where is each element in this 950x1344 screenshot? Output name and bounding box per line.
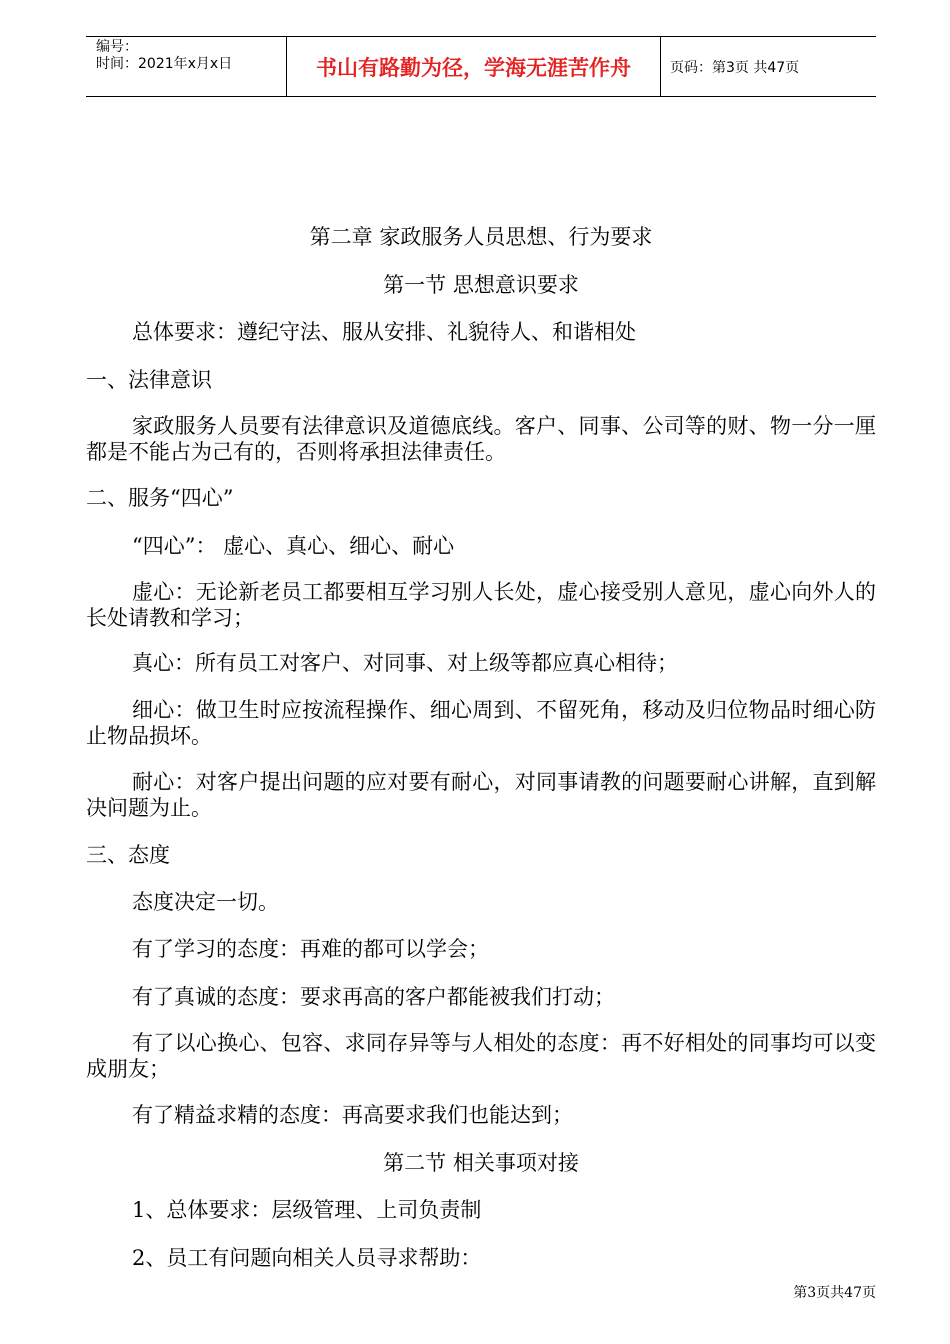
number-label: 编号： bbox=[96, 39, 138, 55]
attitude-line-2: 有了学习的态度：再难的都可以学会； bbox=[132, 937, 489, 961]
heading-four-hearts: 二、服务“四心” bbox=[86, 486, 234, 510]
header-page-info: 页码：第3页 共47页 bbox=[670, 59, 800, 76]
attitude-line-3: 有了真诚的态度：要求再高的客户都能被我们打动； bbox=[132, 985, 615, 1009]
four-hearts-list: “四心”： 虚心、真心、细心、耐心 bbox=[132, 534, 455, 558]
paragraph-patient: 耐心：对客户提出问题的应对要有耐心，对同事请教的问题要耐心讲解，直到解决问题为止。 bbox=[86, 770, 876, 820]
attitude-line-4: 有了以心换心、包容、求同存异等与人相处的态度：再不好相处的同事均可以变成朋友； bbox=[86, 1031, 876, 1081]
item-1: 1、总体要求：层级管理、上司负责制 bbox=[132, 1198, 482, 1222]
time-label: 时间：2021年x月x日 bbox=[96, 56, 233, 72]
document-header bbox=[86, 36, 876, 97]
heading-law: 一、法律意识 bbox=[86, 368, 212, 392]
paragraph-careful: 细心：做卫生时应按流程操作、细心周到、不留死角，移动及归位物品时细心防止物品损坏。 bbox=[86, 698, 876, 748]
paragraph-humble: 虚心：无论新老员工都要相互学习别人长处，虚心接受别人意见，虚心向外人的长处请教和学习； bbox=[86, 580, 876, 630]
attitude-line-1: 态度决定一切。 bbox=[132, 890, 279, 914]
attitude-line-5: 有了精益求精的态度：再高要求我们也能达到； bbox=[132, 1103, 573, 1127]
chapter-title: 第二章 家政服务人员思想、行为要求 bbox=[309, 225, 653, 249]
header-meta bbox=[86, 37, 287, 96]
section-title-1: 第一节 思想意识要求 bbox=[383, 273, 579, 297]
overall-requirement: 总体要求：遵纪守法、服从安排、礼貌待人、和谐相处 bbox=[132, 320, 636, 344]
section-title-2: 第二节 相关事项对接 bbox=[383, 1151, 579, 1175]
header-motto: 书山有路勤为径，学海无涯苦作舟 bbox=[287, 37, 661, 96]
heading-attitude: 三、态度 bbox=[86, 843, 170, 867]
paragraph-sincere: 真心：所有员工对客户、对同事、对上级等都应真心相待； bbox=[132, 651, 678, 675]
item-2: 2、员工有问题向相关人员寻求帮助： bbox=[132, 1246, 482, 1270]
footer-page-number: 第3页共47页 bbox=[793, 1285, 876, 1301]
paragraph-law: 家政服务人员要有法律意识及道德底线。客户、同事、公司等的财、物一分一厘都是不能占为己有的，否则将承担法律责任。 bbox=[86, 414, 876, 464]
